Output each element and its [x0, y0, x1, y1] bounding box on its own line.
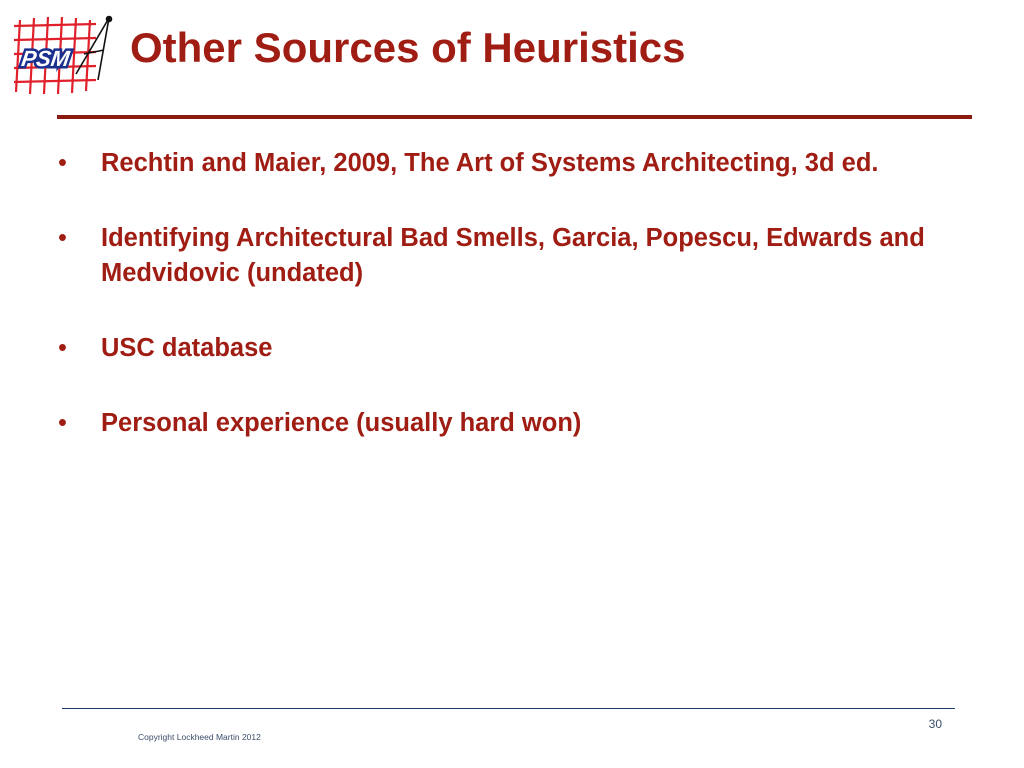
bullet-glyph: •	[58, 224, 67, 252]
bullet-item	[58, 146, 958, 181]
slide-title: Other Sources of Heuristics	[130, 24, 686, 71]
bullet-glyph: •	[58, 149, 67, 177]
bullet-text: Personal experience (usually hard won)	[101, 409, 582, 437]
bullet-text: Rechtin and Maier, 2009, The Art of Systems Architecting, 3d ed.	[101, 149, 879, 177]
bullet-item	[58, 406, 958, 441]
bullet-glyph: •	[58, 334, 67, 362]
bullet-glyph: •	[58, 409, 67, 437]
bullet-list	[58, 146, 958, 481]
psm-logo	[14, 14, 118, 98]
title-divider	[57, 115, 972, 119]
copyright-notice: Copyright Lockheed Martin 2012	[138, 732, 261, 742]
page-number: 30	[928, 717, 942, 731]
psm-logo-graphic	[14, 14, 118, 98]
bullet-item	[58, 221, 958, 291]
bullet-text: USC database	[101, 334, 273, 362]
bullet-item	[58, 331, 958, 366]
footer-divider	[62, 708, 955, 709]
psm-logo-text: PSM	[19, 46, 72, 71]
bullet-text: Identifying Architectural Bad Smells, Garcia, Popescu, Edwards and Medvidovic (undated)	[101, 224, 925, 287]
